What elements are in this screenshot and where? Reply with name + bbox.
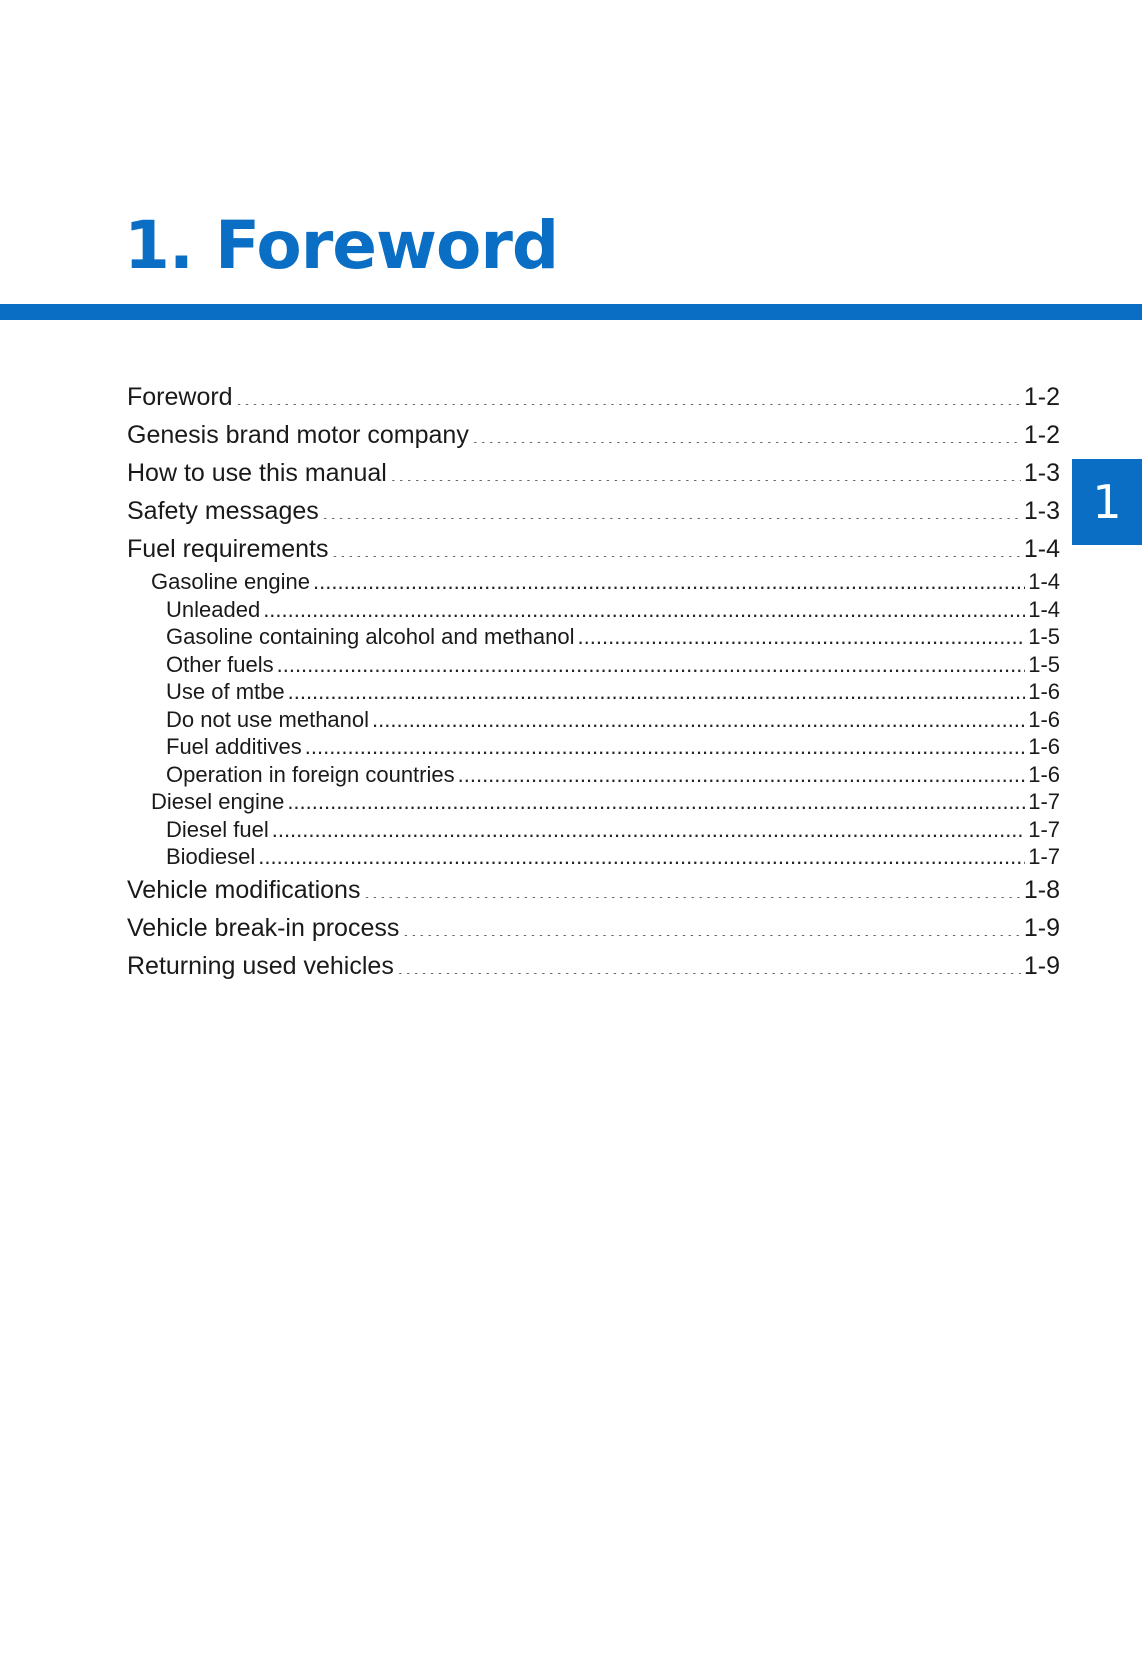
toc-entry-page: 1-8 xyxy=(1023,875,1060,904)
toc-entry-label: Operation in foreign countries xyxy=(166,761,455,787)
toc-entry-page: 1-6 xyxy=(1028,706,1060,732)
toc-entry-page: 1-5 xyxy=(1028,651,1060,677)
table-of-contents xyxy=(127,378,1060,985)
toc-entry[interactable] xyxy=(127,454,1060,492)
toc-entry-page: 1-6 xyxy=(1028,761,1060,787)
title-rule xyxy=(0,304,1142,320)
toc-subentry[interactable] xyxy=(127,788,1060,816)
dot-leader xyxy=(305,733,1025,755)
toc-subsubentry[interactable] xyxy=(127,623,1060,651)
toc-subsubentry[interactable] xyxy=(127,706,1060,734)
toc-entry-page: 1-4 xyxy=(1028,569,1060,594)
toc-entry-page: 1-7 xyxy=(1028,844,1060,869)
dot-leader xyxy=(272,816,1025,838)
dot-leader xyxy=(258,843,1025,865)
toc-entry-label: Diesel engine xyxy=(151,789,285,814)
dot-leader xyxy=(458,761,1026,783)
toc-entry-label: Gasoline engine xyxy=(151,569,311,594)
toc-entry-page: 1-9 xyxy=(1023,951,1060,980)
dot-leader xyxy=(313,568,1025,590)
toc-entry-page: 1-4 xyxy=(1028,596,1060,622)
dot-leader xyxy=(372,706,1025,728)
toc-entry-label: Returning used vehicles xyxy=(127,951,394,980)
toc-entry-label: Other fuels xyxy=(166,651,274,677)
toc-entry-page: 1-6 xyxy=(1028,734,1060,759)
dot-leader xyxy=(277,651,1026,673)
toc-subsubentry[interactable] xyxy=(127,678,1060,706)
toc-entry[interactable] xyxy=(127,492,1060,530)
toc-entry-label: How to use this manual xyxy=(127,459,387,487)
toc-entry[interactable] xyxy=(127,947,1060,985)
dot-leader xyxy=(472,418,1021,443)
toc-entry-page: 1-7 xyxy=(1028,789,1060,814)
toc-entry-label: Use of mtbe xyxy=(166,679,285,704)
toc-entry-page: 1-3 xyxy=(1023,497,1060,525)
toc-entry-page: 1-5 xyxy=(1028,624,1060,649)
dot-leader xyxy=(288,678,1026,700)
dot-leader xyxy=(397,949,1021,974)
toc-entry-page: 1-7 xyxy=(1028,816,1060,842)
dot-leader xyxy=(363,873,1020,898)
dot-leader xyxy=(578,623,1026,645)
toc-entry-label: Unleaded xyxy=(166,596,261,622)
toc-entry[interactable] xyxy=(127,416,1060,454)
dot-leader xyxy=(236,380,1021,405)
dot-leader xyxy=(402,911,1020,936)
toc-subsubentry[interactable] xyxy=(127,843,1060,871)
toc-entry[interactable] xyxy=(127,530,1060,568)
toc-subsubentry[interactable] xyxy=(127,596,1060,624)
toc-entry-page: 1-9 xyxy=(1023,913,1060,942)
toc-entry-page: 1-3 xyxy=(1023,459,1060,487)
toc-entry-label: Vehicle modifications xyxy=(127,875,361,904)
toc-subsubentry[interactable] xyxy=(127,651,1060,679)
toc-entry-label: Fuel additives xyxy=(166,734,302,759)
toc-entry-label: Diesel fuel xyxy=(166,816,269,842)
toc-subsubentry[interactable] xyxy=(127,733,1060,761)
toc-entry-label: Foreword xyxy=(127,383,233,411)
toc-subentry[interactable] xyxy=(127,568,1060,596)
toc-entry-page: 1-4 xyxy=(1023,535,1060,563)
toc-entry[interactable] xyxy=(127,909,1060,947)
toc-entry-label: Safety messages xyxy=(127,497,319,525)
toc-entry-label: Vehicle break-in process xyxy=(127,913,400,942)
toc-subsubentry[interactable] xyxy=(127,816,1060,844)
chapter-title: 1. Foreword xyxy=(124,207,559,284)
toc-entry-label: Do not use methanol xyxy=(166,706,370,732)
toc-entry-page: 1-6 xyxy=(1028,679,1060,704)
dot-leader xyxy=(263,596,1025,618)
toc-entry-page: 1-2 xyxy=(1023,421,1060,449)
toc-entry-label: Fuel requirements xyxy=(127,535,329,563)
dot-leader xyxy=(287,788,1025,810)
toc-entry-label: Genesis brand motor company xyxy=(127,421,469,449)
toc-entry[interactable] xyxy=(127,378,1060,416)
toc-subsubentry[interactable] xyxy=(127,761,1060,789)
toc-entry[interactable] xyxy=(127,871,1060,909)
toc-entry-label: Gasoline containing alcohol and methanol xyxy=(166,624,575,649)
chapter-tab[interactable]: 1 xyxy=(1072,459,1142,545)
dot-leader xyxy=(390,456,1021,481)
toc-entry-label: Biodiesel xyxy=(166,844,256,869)
dot-leader xyxy=(331,532,1020,557)
dot-leader xyxy=(322,494,1021,519)
toc-entry-page: 1-2 xyxy=(1023,383,1060,411)
